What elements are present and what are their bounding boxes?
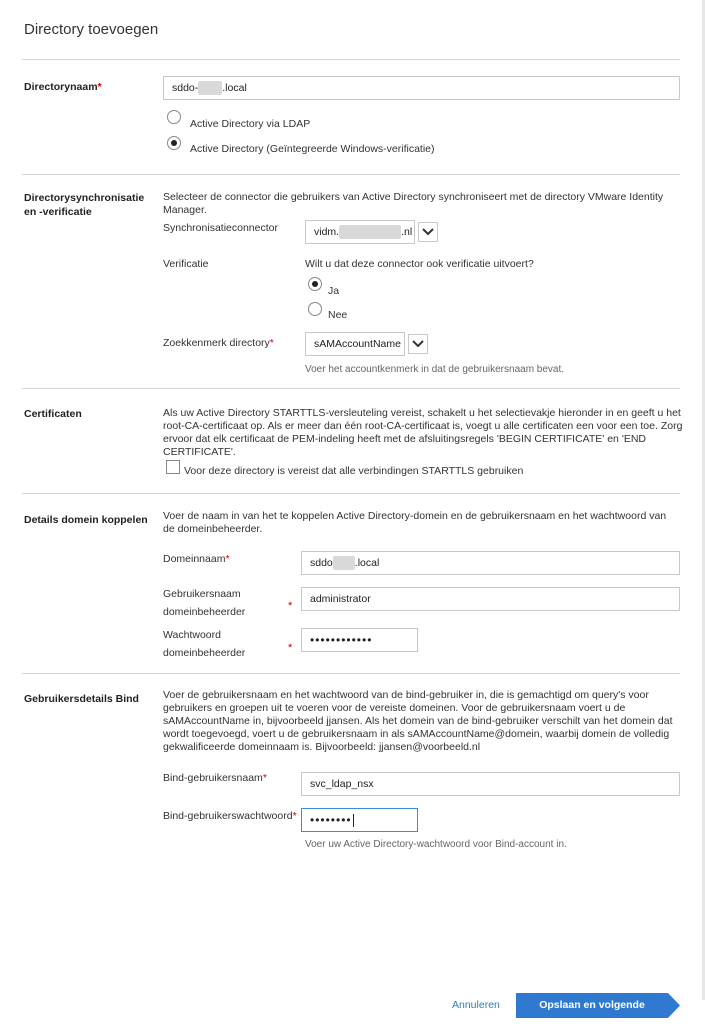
admin-user-label: Gebruikersnaam domeinbeheerder <box>163 588 246 618</box>
domain-name-label: Domeinnaam* <box>163 553 230 565</box>
certificates-description: Als uw Active Directory STARTTLS-versleuteling vereist, schakelt u het selectievakje hieronder in en geeft u het root-CA-certificaat op. Als er meer dan één root-CA-certificaat is, voegt u alle certificaten een voor een toe. Zorg ervoor dat elk certificaat de PEM-indeling heeft met de afsluitingsregels 'BEGIN CERTIFICATE' en 'END CERTIFICATE'. <box>163 407 683 458</box>
bind-password-hint: Voer uw Active Directory-wachtwoord voor Bind-account in. <box>305 839 567 850</box>
cancel-button[interactable]: Annuleren <box>452 999 500 1011</box>
starttls-checkbox[interactable] <box>166 460 180 474</box>
radio-verification-yes-label: Ja <box>328 285 340 297</box>
domain-section-label: Details domein koppelen <box>24 514 148 526</box>
search-attr-label: Zoekkenmerk directory* <box>163 337 274 349</box>
admin-password-label: Wachtwoord domeinbeheerder <box>163 629 246 659</box>
verification-label: Verificatie <box>163 258 209 270</box>
directory-name-input[interactable]: sddo- .local <box>163 76 680 100</box>
verification-question: Wilt u dat deze connector ook verificatie uitvoert? <box>305 258 534 270</box>
save-next-button[interactable] <box>516 993 680 1018</box>
radio-verification-no[interactable] <box>308 302 322 316</box>
divider <box>22 493 680 494</box>
radio-verification-yes[interactable] <box>308 277 322 291</box>
page-title: Directory toevoegen <box>24 21 159 38</box>
search-attr-hint: Voer het accountkenmerk in dat de gebruikersnaam bevat. <box>305 364 565 375</box>
chevron-down-icon[interactable] <box>418 222 438 242</box>
radio-ad-iwa-label: Active Directory (Geïntegreerde Windows-verificatie) <box>190 143 435 155</box>
domain-description: Voer de naam in van het te koppelen Active Directory-domein en de gebruikersnaam en het wachtwoord van de domeinbeheerder. <box>163 510 667 535</box>
sync-section-label: Directorysynchronisatie en -verificatie <box>24 192 145 218</box>
radio-ad-ldap[interactable] <box>167 110 181 124</box>
admin-user-required: * <box>288 600 293 612</box>
certificates-section-label: Certificaten <box>24 408 82 420</box>
radio-verification-no-label: Nee <box>328 309 348 321</box>
admin-user-input[interactable]: administrator <box>301 587 680 611</box>
bind-user-input[interactable]: svc_ldap_nsx <box>301 772 680 796</box>
admin-password-input[interactable]: •••••••••••• <box>301 628 418 652</box>
radio-ad-ldap-label: Active Directory via LDAP <box>190 118 311 130</box>
directory-name-label: Directorynaam* <box>24 81 102 93</box>
admin-password-required: * <box>288 642 293 654</box>
bind-user-label: Bind-gebruikersnaam* <box>163 772 267 784</box>
sync-description: Selecteer de connector die gebruikers van Active Directory synchroniseert met de directory VMware Identity Manager. <box>163 191 664 216</box>
bind-section-label: Gebruikersdetails Bind <box>24 693 139 705</box>
save-next-label: Opslaan en volgende <box>539 999 645 1011</box>
divider <box>22 388 680 389</box>
bind-description: Voer de gebruikersnaam en het wachtwoord van de bind-gebruiker in, die is gemachtigd om query's voor gebruikers en groepen uit te voeren voor de vereiste domeinen. Voor de gebruikersnaam voert u de sAMAccountName in, bijvoorbeeld jjansen. Als het domein van de bind-gebruiker verschilt van het domein dat wordt toegevoegd, voert u de gebruikersnaam in als sAMAccountName@domein, waarbij domein de volledig gekwalificeerde domeinnaam is. Bijvoorbeeld: jjansen@voorbeeld.nl <box>163 689 673 753</box>
starttls-checkbox-label: Voor deze directory is vereist dat alle verbindingen STARTTLS gebruiken <box>184 465 524 477</box>
sync-connector-label: Synchronisatieconnector <box>163 222 278 234</box>
sync-connector-select[interactable]: vidm. .nl <box>305 220 415 244</box>
divider <box>22 673 680 674</box>
chevron-down-icon[interactable] <box>408 334 428 354</box>
divider <box>22 174 680 175</box>
radio-ad-iwa[interactable] <box>167 136 181 150</box>
domain-name-input[interactable]: sddo .local <box>301 551 680 575</box>
bind-password-label: Bind-gebruikerswachtwoord* <box>163 810 297 822</box>
bind-password-input[interactable]: •••••••• <box>301 808 418 832</box>
search-attr-select[interactable]: sAMAccountName <box>305 332 405 356</box>
divider <box>22 59 680 60</box>
